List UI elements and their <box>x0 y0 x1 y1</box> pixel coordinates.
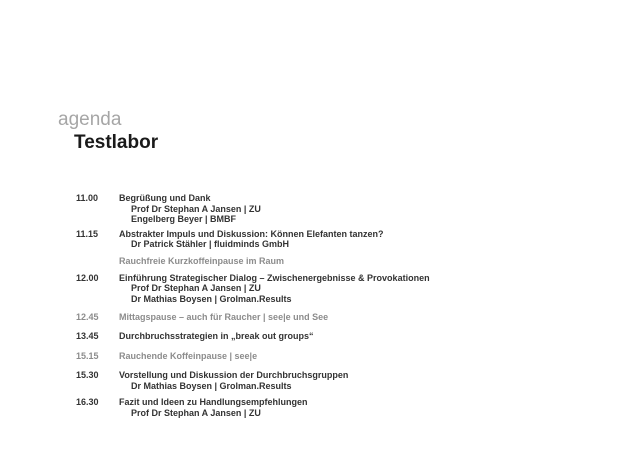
agenda-time: 16.30 <box>76 397 99 408</box>
agenda-item <box>76 397 596 418</box>
agenda-time: 12.00 <box>76 272 99 283</box>
agenda-title: Fazit und Ideen zu Handlungsempfehlungen <box>119 397 308 408</box>
agenda-kicker: agenda <box>58 109 122 130</box>
agenda-time: 11.00 <box>76 193 99 203</box>
agenda-speaker: Prof Dr Stephan A Jansen | ZU <box>131 283 261 294</box>
agenda-speaker: Prof Dr Stephan A Jansen | ZU <box>131 203 261 214</box>
agenda-title: Rauchende Koffeinpause | see|e <box>119 350 258 361</box>
agenda-item <box>76 370 596 391</box>
agenda-item <box>76 312 596 323</box>
agenda-title: Rauchfreie Kurzkoffeinpause im Raum <box>119 255 285 266</box>
agenda-item <box>76 193 596 225</box>
agenda-title: Begrüßung und Dank <box>119 193 211 203</box>
agenda-time: 12.45 <box>76 312 99 323</box>
agenda-title: Vorstellung und Diskussion der Durchbruchsgruppen <box>119 370 349 381</box>
agenda-speaker: Dr Mathias Boysen | Grolman.Results <box>131 293 292 304</box>
agenda-title: Mittagspause – auch für Raucher | see|e und See <box>119 312 329 323</box>
agenda-time <box>76 256 119 267</box>
agenda-time: 15.15 <box>76 350 99 361</box>
agenda-time: 15.30 <box>76 370 99 381</box>
agenda-title: Einführung Strategischer Dialog – Zwischenergebnisse & Provokationen <box>119 272 430 283</box>
agenda-speaker: Engelberg Beyer | BMBF <box>131 214 237 225</box>
page-title: Testlabor <box>74 132 159 153</box>
agenda-title: Durchbruchsstrategien in „break out groups“ <box>119 330 314 341</box>
agenda-item <box>76 351 596 362</box>
agenda-speaker: Prof Dr Stephan A Jansen | ZU <box>131 407 261 418</box>
agenda-time: 11.15 <box>76 228 99 239</box>
agenda-item <box>76 273 596 305</box>
agenda-item <box>76 331 596 342</box>
agenda-item <box>76 256 596 267</box>
agenda-title: Abstrakter Impuls und Diskussion: Können Elefanten tanzen? <box>119 228 384 239</box>
agenda-list <box>76 193 596 419</box>
agenda-speaker: Dr Patrick Stähler | fluidminds GmbH <box>131 239 290 250</box>
agenda-item <box>76 229 596 250</box>
agenda-time: 13.45 <box>76 330 99 341</box>
agenda-speaker: Dr Mathias Boysen | Grolman.Results <box>131 380 292 391</box>
